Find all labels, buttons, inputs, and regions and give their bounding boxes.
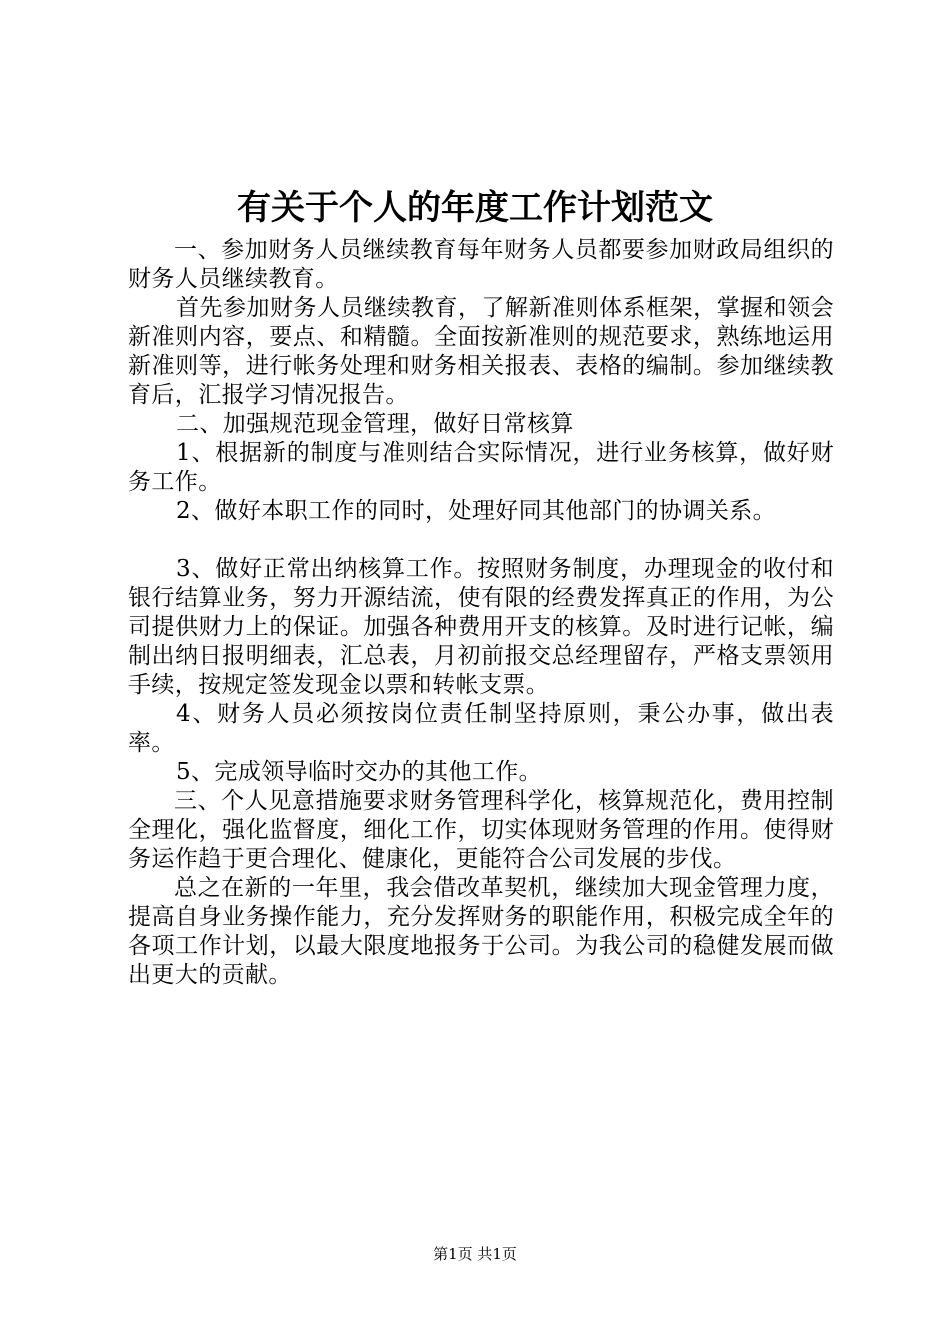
- paragraph-item-4: 4、财务人员必须按岗位责任制坚持原则，秉公办事，做出表率。: [128, 701, 834, 756]
- paragraph-section-2: 二、加强规范现金管理，做好日常核算: [176, 411, 574, 437]
- document-body: [128, 236, 834, 990]
- paragraph-item-3: 3、做好正常出纳核算工作。按照财务制度，办理现金的收付和银行结算业务，努力开源结流，使有限的经费发挥真正的作用，为公司提供财力上的保证。加强各种费用开支的核算。及时进行记帐，编制出纳日报明细表，汇总表，月初前报交总经理留存，严格支票领用手续，按规定签发现金以票和转帐支票。: [128, 556, 834, 698]
- paragraph-item-1: 1、根据新的制度与准则结合实际情况，进行业务核算，做好财务工作。: [128, 440, 834, 495]
- paragraph-spacer: [128, 526, 834, 555]
- paragraph-continuing-education: 首先参加财务人员继续教育，了解新准则体系框架，掌握和领会新准则内容，要点、和精髓。全面按新准则的规范要求，熟练地运用新准则等，进行帐务处理和财务相关报表、表格的编制。参加继续教育后，汇报学习情况报告。: [128, 295, 834, 408]
- paragraph-section-3: 三、个人见意措施要求财务管理科学化，核算规范化，费用控制全理化，强化监督度，细化工作，切实体现财务管理的作用。使得财务运作趋于更合理化、健康化，更能符合公司发展的步伐。: [128, 788, 834, 872]
- paragraph-section-1: 一、参加财务人员继续教育每年财务人员都要参加财政局组织的财务人员继续教育。: [128, 237, 834, 292]
- paragraph-item-2: 2、做好本职工作的同时，处理好同其他部门的协调关系。: [176, 498, 777, 524]
- document-title: 有关于个人的年度工作计划范文: [237, 188, 713, 228]
- paragraph-conclusion: 总之在新的一年里，我会借改革契机，继续加大现金管理力度，提高自身业务操作能力，充分发挥财务的职能作用，积极完成全年的各项工作计划，以最大限度地报务于公司。为我公司的稳健发展而做出更大的贡献。: [128, 875, 834, 988]
- page-number-footer: 第1页 共1页: [433, 1245, 517, 1263]
- paragraph-item-5: 5、完成领导临时交办的其他工作。: [176, 759, 543, 785]
